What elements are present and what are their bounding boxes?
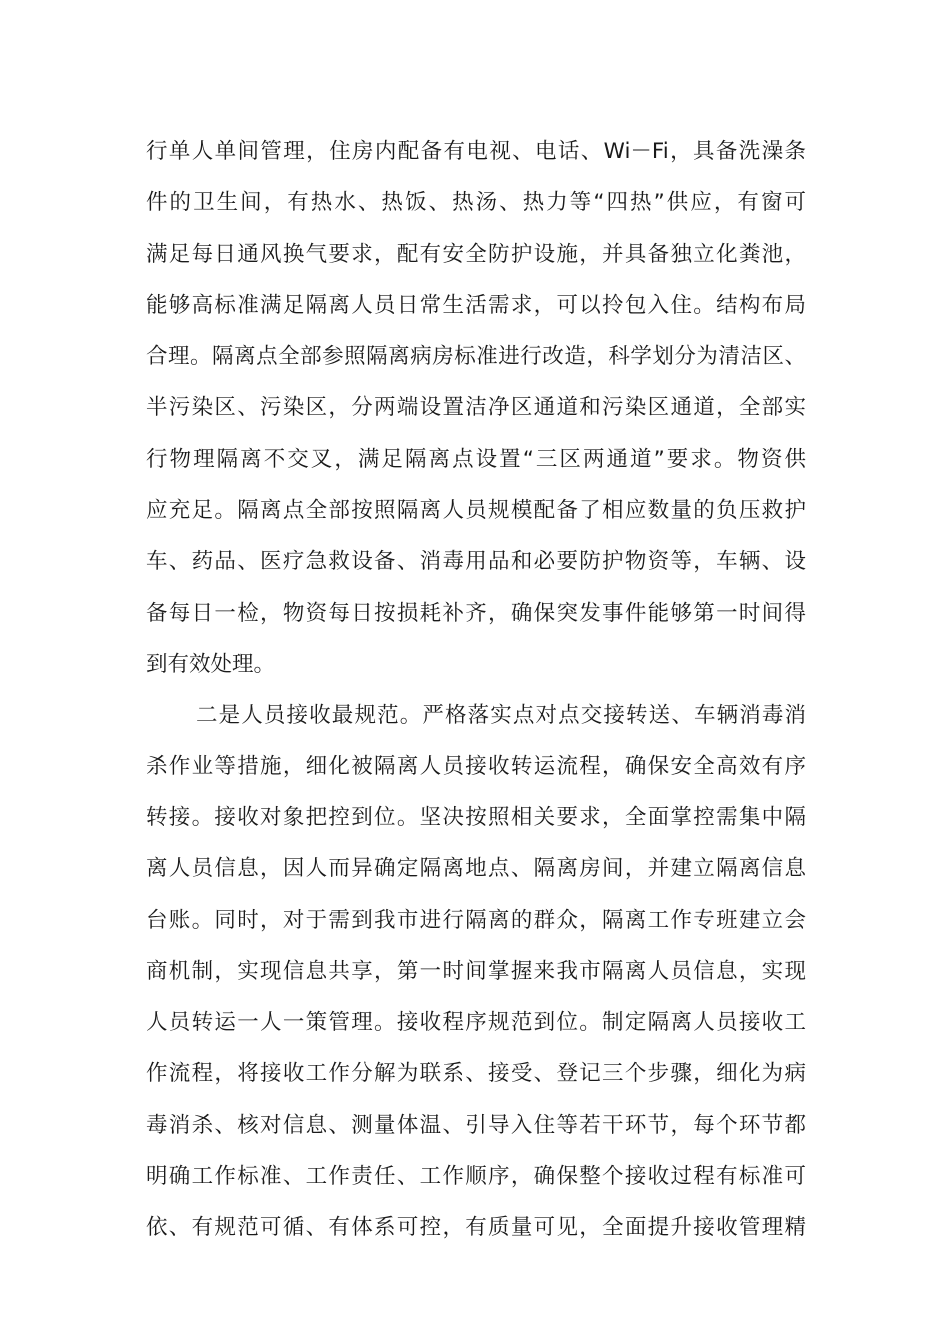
text-line: 备每日一检，物资每日按损耗补齐，确保突发事件能够第一时间得 <box>146 601 806 626</box>
text-line: 满足每日通风换气要求，配有安全防护设施，并具备独立化粪池， <box>146 242 806 267</box>
text-line: 依、有规范可循、有体系可控，有质量可见，全面提升接收管理精 <box>146 1215 806 1240</box>
text-line: 毒消杀、核对信息、测量体温、引导入住等若干环节，每个环节都 <box>146 1113 806 1138</box>
text-line: 半污染区、污染区，分两端设置洁净区通道和污染区通道，全部实 <box>146 395 806 420</box>
paragraph-first-line: 二是人员接收最规范。严格落实点对点交接转送、车辆消毒消 <box>196 703 806 728</box>
text-line: 杀作业等措施，细化被隔离人员接收转运流程，确保安全高效有序 <box>146 754 806 779</box>
text-line: 应充足。隔离点全部按照隔离人员规模配备了相应数量的负压救护 <box>146 498 806 523</box>
text-line: 台账。同时，对于需到我市进行隔离的群众，隔离工作专班建立会 <box>146 908 806 933</box>
text-line: 商机制，实现信息共享，第一时间掌握来我市隔离人员信息，实现 <box>146 959 806 984</box>
text-line: 人员转运一人一策管理。接收程序规范到位。制定隔离人员接收工 <box>146 1010 806 1035</box>
text-line: 转接。接收对象把控到位。坚决按照相关要求，全面掌控需集中隔 <box>146 805 806 830</box>
text-line: 明确工作标准、工作责任、工作顺序，确保整个接收过程有标准可 <box>146 1164 806 1189</box>
text-line: 到有效处理。 <box>146 652 276 677</box>
text-line: 离人员信息，因人而异确定隔离地点、隔离房间，并建立隔离信息 <box>146 856 806 881</box>
text-line: 车、药品、医疗急救设备、消毒用品和必要防护物资等，车辆、设 <box>146 549 806 574</box>
text-line: 作流程，将接收工作分解为联系、接受、登记三个步骤，细化为病 <box>146 1061 806 1086</box>
text-line: 件的卫生间，有热水、热饭、热汤、热力等“四热”供应，有窗可 <box>146 190 806 215</box>
text-line: 行单人单间管理，住房内配备有电视、电话、Wi－Fi，具备洗澡条 <box>146 139 806 164</box>
text-line: 行物理隔离不交叉，满足隔离点设置“三区两通道”要求。物资供 <box>146 447 806 472</box>
text-line: 合理。隔离点全部参照隔离病房标准进行改造，科学划分为清洁区、 <box>146 344 806 369</box>
text-line: 能够高标准满足隔离人员日常生活需求，可以拎包入住。结构布局 <box>146 293 806 318</box>
